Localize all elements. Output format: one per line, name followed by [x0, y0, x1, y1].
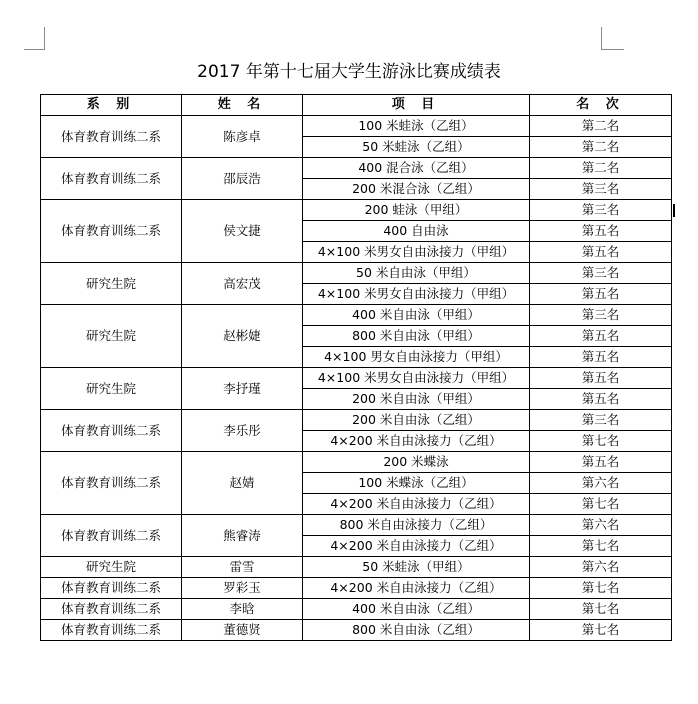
- dept-cell: 体育教育训练二系: [41, 158, 182, 200]
- event-cell: 4×200 米自由泳接力（乙组）: [303, 431, 530, 452]
- name-cell: 李乐彤: [182, 410, 303, 452]
- dept-cell: 体育教育训练二系: [41, 599, 182, 620]
- table-row: [41, 116, 672, 137]
- page-margin-corner-top-right: [601, 27, 624, 50]
- event-cell: 800 米自由泳（乙组）: [303, 620, 530, 641]
- rank-cell: 第三名: [530, 410, 672, 431]
- results-table: [40, 94, 672, 641]
- table-row: [41, 452, 672, 473]
- dept-cell: 体育教育训练二系: [41, 410, 182, 452]
- table-row: [41, 368, 672, 389]
- table-row: [41, 599, 672, 620]
- event-cell: 800 米自由泳接力（乙组）: [303, 515, 530, 536]
- event-cell: 4×100 米男女自由泳接力（甲组）: [303, 368, 530, 389]
- rank-cell: 第五名: [530, 347, 672, 368]
- event-cell: 800 米自由泳（甲组）: [303, 326, 530, 347]
- table-row: [41, 557, 672, 578]
- rank-cell: 第六名: [530, 515, 672, 536]
- table-row: [41, 410, 672, 431]
- dept-cell: 体育教育训练二系: [41, 620, 182, 641]
- rank-cell: 第三名: [530, 200, 672, 221]
- name-cell: 董德贤: [182, 620, 303, 641]
- event-cell: 4×100 米男女自由泳接力（甲组）: [303, 242, 530, 263]
- event-cell: 200 米混合泳（乙组）: [303, 179, 530, 200]
- name-cell: 李抒瑾: [182, 368, 303, 410]
- rank-cell: 第六名: [530, 557, 672, 578]
- name-cell: 赵彬婕: [182, 305, 303, 368]
- table-row: [41, 305, 672, 326]
- dept-cell: 研究生院: [41, 305, 182, 368]
- rank-cell: 第七名: [530, 494, 672, 515]
- event-cell: 400 自由泳: [303, 221, 530, 242]
- dept-cell: 体育教育训练二系: [41, 515, 182, 557]
- event-cell: 400 混合泳（乙组）: [303, 158, 530, 179]
- rank-cell: 第五名: [530, 221, 672, 242]
- table-row: [41, 158, 672, 179]
- dept-cell: 研究生院: [41, 263, 182, 305]
- rank-cell: 第五名: [530, 284, 672, 305]
- name-cell: 高宏茂: [182, 263, 303, 305]
- name-cell: 李晗: [182, 599, 303, 620]
- rank-cell: 第五名: [530, 452, 672, 473]
- event-cell: 200 蛙泳（甲组）: [303, 200, 530, 221]
- rank-cell: 第二名: [530, 116, 672, 137]
- rank-cell: 第五名: [530, 389, 672, 410]
- rank-cell: 第七名: [530, 578, 672, 599]
- event-cell: 50 米自由泳（甲组）: [303, 263, 530, 284]
- event-cell: 4×200 米自由泳接力（乙组）: [303, 536, 530, 557]
- event-cell: 100 米蛙泳（乙组）: [303, 116, 530, 137]
- rank-cell: 第七名: [530, 620, 672, 641]
- name-cell: 侯文捷: [182, 200, 303, 263]
- page-margin-corner-top-left: [24, 27, 45, 50]
- header-event: 项 目: [303, 95, 530, 116]
- event-cell: 400 米自由泳（甲组）: [303, 305, 530, 326]
- event-cell: 50 米蛙泳（甲组）: [303, 557, 530, 578]
- event-cell: 200 米蝶泳: [303, 452, 530, 473]
- header-row: [41, 95, 672, 116]
- dept-cell: 研究生院: [41, 368, 182, 410]
- rank-cell: 第三名: [530, 179, 672, 200]
- name-cell: 熊睿涛: [182, 515, 303, 557]
- event-cell: 4×100 男女自由泳接力（甲组）: [303, 347, 530, 368]
- dept-cell: 研究生院: [41, 557, 182, 578]
- name-cell: 雷雪: [182, 557, 303, 578]
- header-name: 姓 名: [182, 95, 303, 116]
- rank-cell: 第三名: [530, 305, 672, 326]
- rank-cell: 第二名: [530, 137, 672, 158]
- rank-cell: 第二名: [530, 158, 672, 179]
- event-cell: 200 米自由泳（甲组）: [303, 389, 530, 410]
- dept-cell: 体育教育训练二系: [41, 116, 182, 158]
- event-cell: 400 米自由泳（乙组）: [303, 599, 530, 620]
- rank-cell: 第五名: [530, 368, 672, 389]
- text-cursor: [673, 204, 675, 217]
- event-cell: 200 米自由泳（乙组）: [303, 410, 530, 431]
- rank-cell: 第三名: [530, 263, 672, 284]
- document-title: 2017 年第十七届大学生游泳比赛成绩表: [197, 62, 501, 82]
- event-cell: 50 米蛙泳（乙组）: [303, 137, 530, 158]
- rank-cell: 第七名: [530, 599, 672, 620]
- name-cell: 邵辰浩: [182, 158, 303, 200]
- results-body: [41, 116, 672, 641]
- name-cell: 罗彩玉: [182, 578, 303, 599]
- rank-cell: 第七名: [530, 536, 672, 557]
- header-dept: 系 别: [41, 95, 182, 116]
- header-rank: 名 次: [530, 95, 672, 116]
- event-cell: 4×200 米自由泳接力（乙组）: [303, 494, 530, 515]
- name-cell: 陈彦卓: [182, 116, 303, 158]
- event-cell: 4×200 米自由泳接力（乙组）: [303, 578, 530, 599]
- rank-cell: 第六名: [530, 473, 672, 494]
- table-row: [41, 515, 672, 536]
- dept-cell: 体育教育训练二系: [41, 200, 182, 263]
- table-row: [41, 620, 672, 641]
- dept-cell: 体育教育训练二系: [41, 452, 182, 515]
- table-row: [41, 200, 672, 221]
- name-cell: 赵婧: [182, 452, 303, 515]
- event-cell: 100 米蝶泳（乙组）: [303, 473, 530, 494]
- dept-cell: 体育教育训练二系: [41, 578, 182, 599]
- rank-cell: 第五名: [530, 242, 672, 263]
- rank-cell: 第五名: [530, 326, 672, 347]
- event-cell: 4×100 米男女自由泳接力（甲组）: [303, 284, 530, 305]
- table-row: [41, 263, 672, 284]
- table-row: [41, 578, 672, 599]
- rank-cell: 第七名: [530, 431, 672, 452]
